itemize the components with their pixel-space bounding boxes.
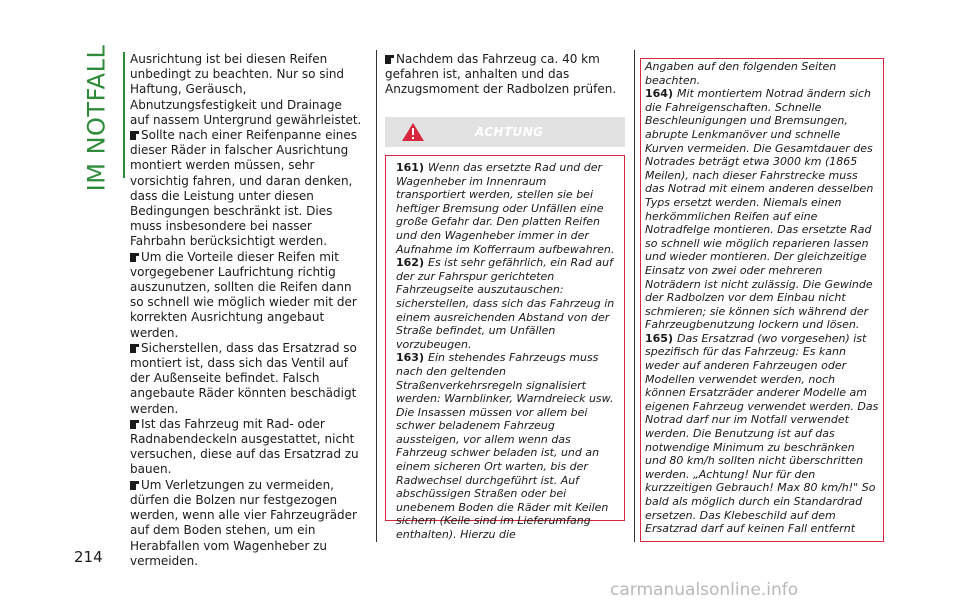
column-1 [130, 52, 362, 569]
warning-item [396, 351, 618, 541]
bullet-paragraph [130, 341, 362, 417]
bullet-icon [130, 344, 136, 353]
paragraph-text: Nachdem das Fahrzeug ca. 40 km gefahren ist, anhalten und das Anzugsmoment der Radbolzen prüfen. [385, 52, 617, 97]
warning-number: 163) [396, 351, 424, 365]
warning-header [385, 117, 625, 147]
page-number: 214 [74, 548, 103, 566]
bullet-icon [385, 55, 391, 64]
watermark: carmanualsonline.info [610, 580, 799, 600]
paragraph-text: Sollte nach einer Reifenpanne eines dieser Räder in falscher Ausrichtung montiert werden müssen, sehr vorsichtig fahren, und daran denken, dass die Leistung unter diesen Bedingungen beschränkt ist. Dies muss insbesondere bei nasser Fahrbahn berücksichtigt werden. [130, 128, 358, 249]
bullet-paragraph [385, 52, 625, 98]
bullet-icon [130, 481, 136, 490]
bullet-paragraph [130, 417, 362, 478]
warning-item [396, 161, 618, 256]
column-2 [385, 52, 625, 98]
warning-number: 161) [396, 161, 424, 174]
warning-text: Wenn das ersetzte Rad und der Wagenheber im Innenraum transportiert werden, stellen sie bei heftiger Bremsung oder Unfällen eine große Gefahr dar. Den platten Reifen und den Wagenheber immer in der Aufnahme im Kofferraum aufbewahren. [396, 161, 615, 256]
warning-continuation: Angaben auf den folgenden Seiten beachten. [645, 60, 837, 87]
warning-box-content [645, 60, 879, 536]
warning-item [645, 332, 879, 536]
paragraph-text: Um die Vorteile dieser Reifen mit vorgegebener Laufrichtung richtig auszunutzen, sollten die Reifen dann so schnell wie möglich wieder mit der korrekten Ausrichtung angebaut werden. [130, 249, 357, 340]
column-rule-1 [376, 50, 377, 542]
warning-number: 164) [645, 87, 673, 101]
warning-text: Mit montiertem Notrad ändern sich die Fahreigenschaften. Schnelle Beschleunigungen und Bremsungen, abrupte Lenkmanöver und schnelle Kurven vermeiden. Die Gesamtdauer des Notrades beträgt etwa 3000 km (1865 Meilen), nach dieser Fahrstrecke muss das Notrad mit einem anderen desselben Typs ersetzt werden. Niemals einen herkömmlichen Reifen auf eine Notradfelge montieren. Das ersetzte Rad so schnell wie möglich reparieren lassen und wieder montieren. Der gleichzeitige Einsatz von zwei oder mehreren Noträdern ist nicht zulässig. Die Gewinde der Radbolzen vor dem Einbau nicht schmieren; sie können sich während der Fahrzeugbenutzung lockern und lösen. [645, 87, 874, 332]
bullet-paragraph [130, 478, 362, 569]
bullet-paragraph [130, 250, 362, 341]
warning-text: Ein stehendes Fahrzeugs muss nach den geltenden Straßenverkehrsregeln signalisiert werden: Warnblinker, Warndreieck usw. Die Insassen müssen vor allem bei schwer beladenem Fahrzeug aussteigen, vor allem wenn das Fahrzeug schwer beladen ist, und an einem sicheren Ort warten, bis der Radwechsel durchgeführt ist. Auf abschüssigen Straßen oder bei unebenem Boden die Räder mit Keilen sichern (Keile sind im Lieferumfang enthalten). Hierzu die [396, 351, 614, 542]
paragraph [130, 52, 362, 128]
warning-label: ACHTUNG [475, 125, 544, 139]
warning-text: Das Ersatzrad (wo vorgesehen) ist spezifisch für das Fahrzeug: Es kann weder auf anderen Fahrzeugen oder Modellen verwendet werden, noch können Ersatzräder anderer Modelle am eigenen Fahrzeug verwendet werden. Das Notrad darf nur im Notfall verwendet werden. Die Benutzung ist auf das notwendige Minimum zu beschränken und 80 km/h sollten nicht überschritten werden. „Achtung! Nur für den kurzzeitigen Gebrauch! Max 80 km/h!" So bald als möglich durch ein Standardrad ersetzen. Das Klebeschild auf dem Ersatzrad darf auf keinen Fall entfernt [645, 331, 879, 536]
warning-triangle-icon [401, 122, 425, 142]
warning-box-content [396, 161, 618, 542]
bullet-icon [130, 253, 136, 262]
warning-item [645, 87, 879, 332]
warning-number: 165) [645, 331, 673, 345]
bullet-paragraph [130, 128, 362, 250]
paragraph-text: Sicherstellen, dass das Ersatzrad so montiert ist, dass sich das Ventil auf der Außenseite befindet. Falsch angebaute Räder könnten beschädigt werden. [130, 340, 357, 416]
section-title-rule [123, 52, 125, 178]
warning-item [396, 256, 618, 351]
paragraph-text: Ist das Fahrzeug mit Rad- oder Radnabendeckeln ausgestattet, nicht versuchen, diese auf das Ersatzrad zu bauen. [130, 416, 359, 477]
bullet-icon [130, 131, 136, 140]
warning-number: 162) [396, 256, 424, 270]
column-rule-2 [634, 50, 635, 542]
paragraph-text: Um Verletzungen zu vermeiden, dürfen die Bolzen nur festgezogen werden, wenn alle vier Fahrzeugräder auf dem Boden stehen, um ein Herabfallen vom Wagenheber zu vermeiden. [130, 477, 357, 568]
section-title: IM NOTFALL [82, 44, 110, 192]
section-title-vertical [72, 44, 120, 192]
warning-text: Es ist sehr gefährlich, ein Rad auf der zur Fahrspur gerichteten Fahrzeugseite auszutauschen: sicherstellen, dass sich das Fahrzeug in einem ausreichenden Abstand von der Straße befindet, um Unfällen vorzubeugen. [396, 256, 615, 351]
warning-box-right [640, 58, 884, 542]
bullet-icon [130, 420, 136, 429]
paragraph-text: Ausrichtung ist bei diesen Reifen unbedingt zu beachten. Nur so sind Haftung, Geräusch, Abnutzungsfestigkeit und Drainage auf nassem Untergrund gewährleistet. [130, 52, 362, 127]
warning-box-left [385, 155, 625, 542]
